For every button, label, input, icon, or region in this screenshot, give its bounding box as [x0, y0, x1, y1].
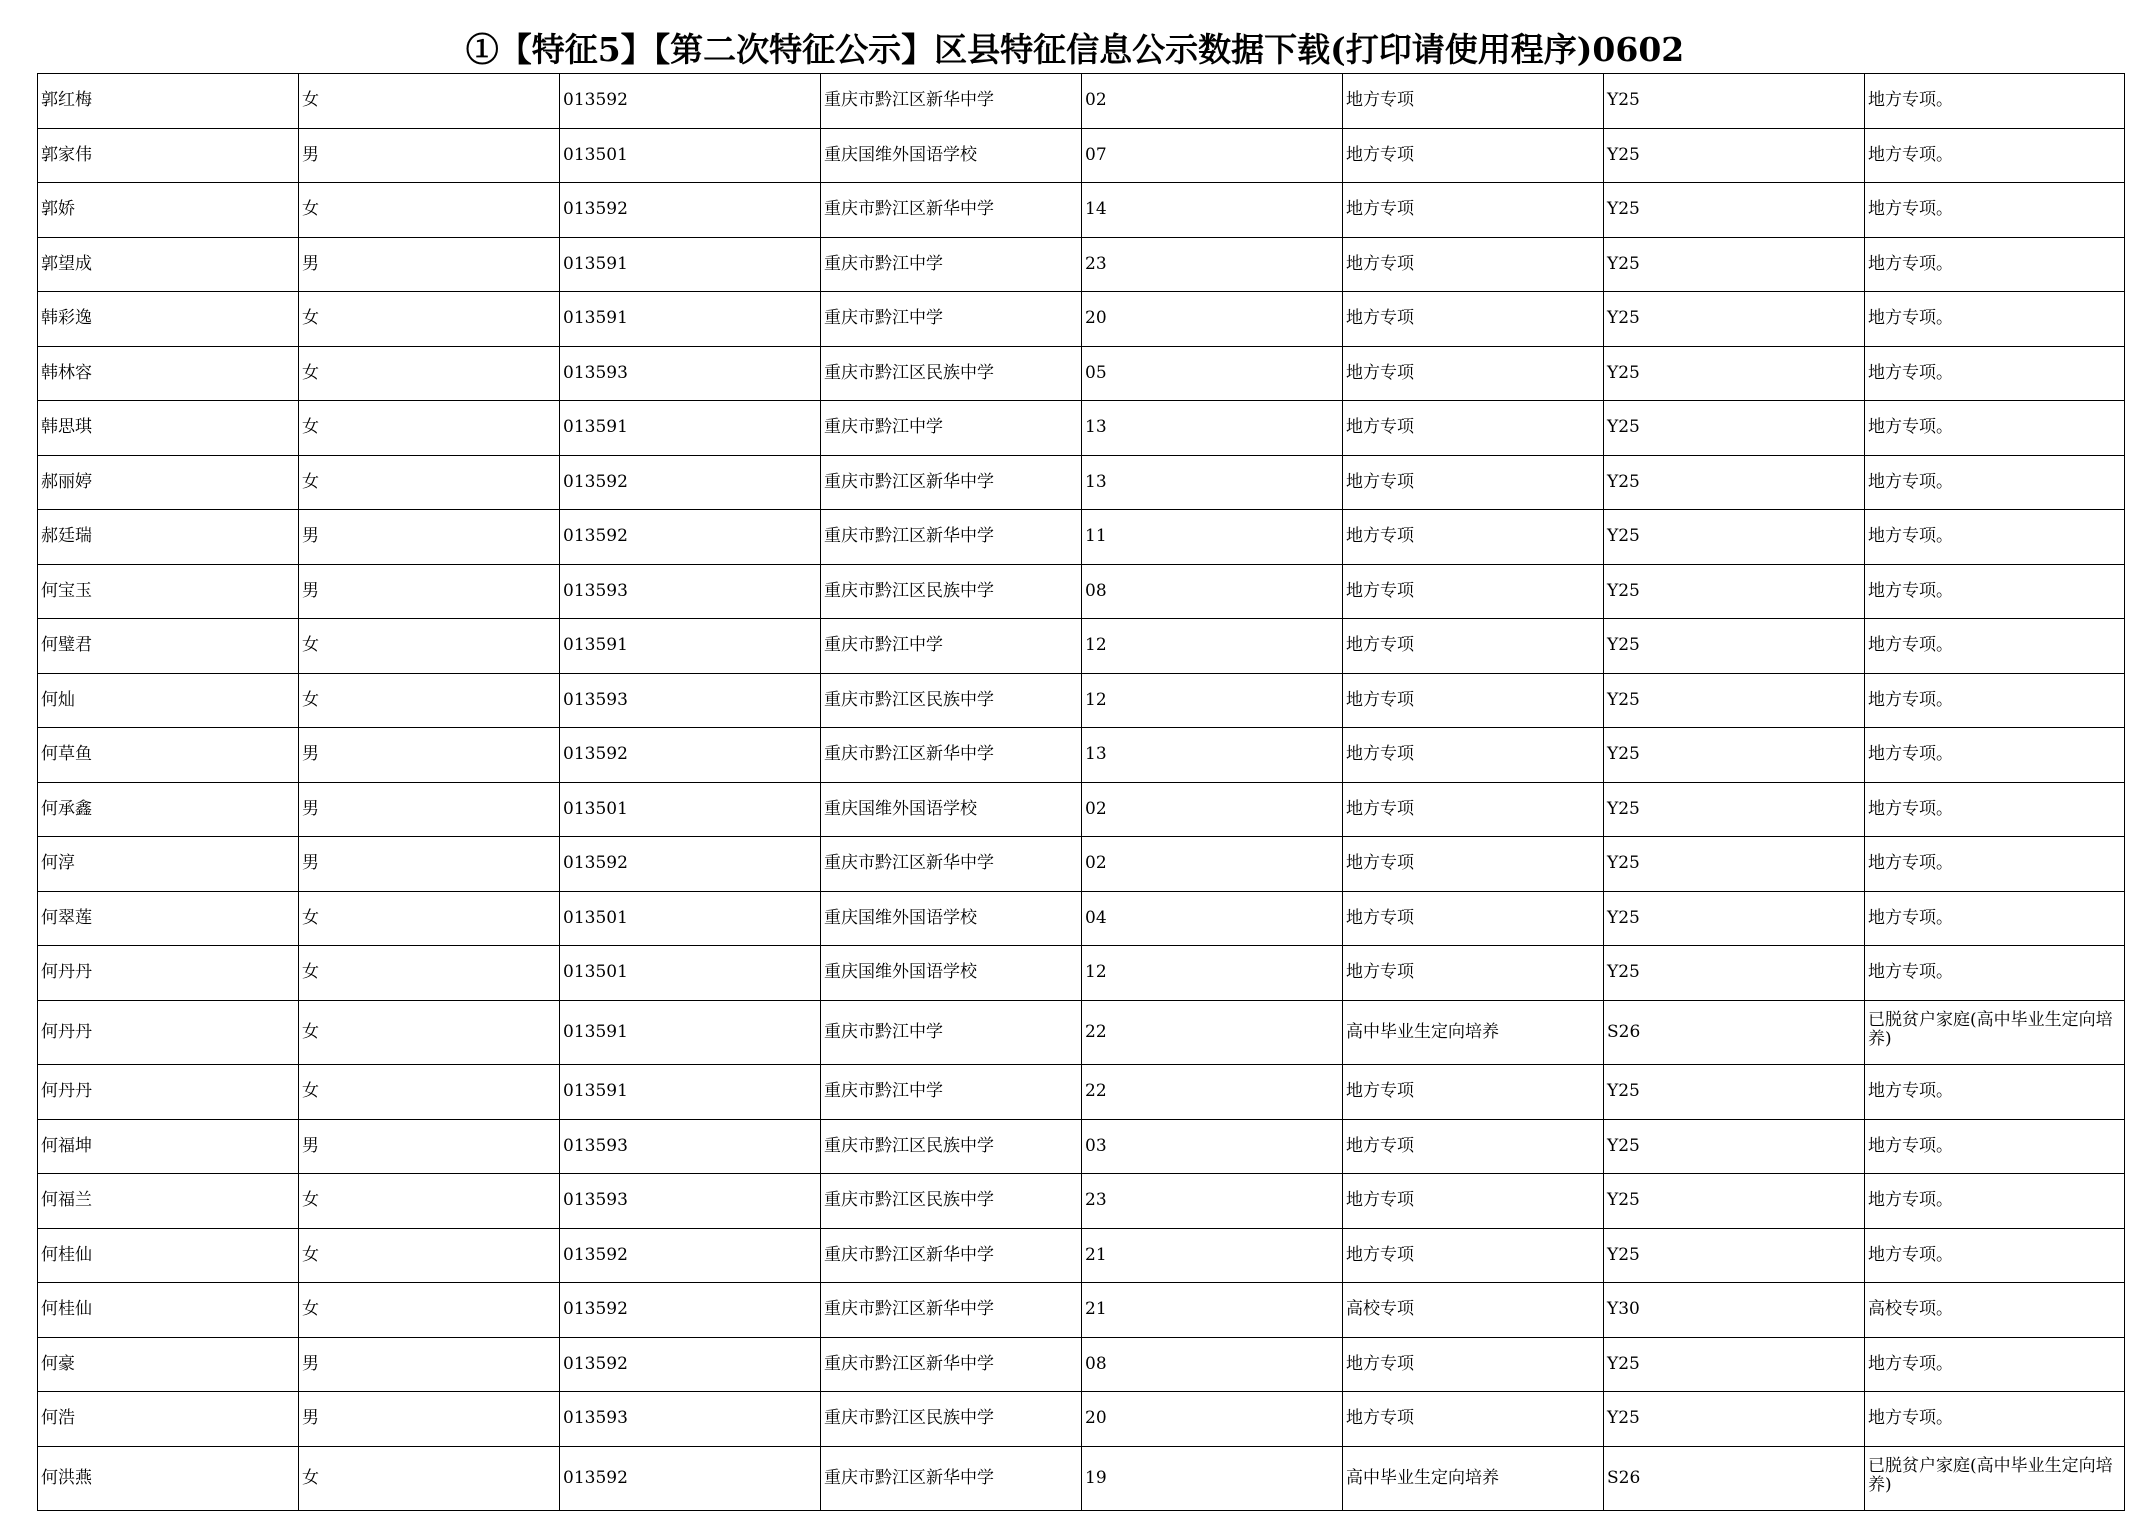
school-name-cell: 重庆市黔江中学: [821, 619, 1082, 674]
category-code-cell: S26: [1604, 1000, 1865, 1065]
name-cell: 韩思琪: [38, 401, 299, 456]
category-cell: 地方专项: [1343, 128, 1604, 183]
category-cell: 地方专项: [1343, 946, 1604, 1001]
school-code-cell: 013592: [560, 1228, 821, 1283]
class-cell: 13: [1082, 455, 1343, 510]
category-code-cell: Y25: [1604, 673, 1865, 728]
school-name-cell: 重庆市黔江区民族中学: [821, 1174, 1082, 1229]
gender-cell: 男: [299, 1337, 560, 1392]
name-cell: 何璧君: [38, 619, 299, 674]
school-code-cell: 013593: [560, 1119, 821, 1174]
school-name-cell: 重庆国维外国语学校: [821, 946, 1082, 1001]
gender-cell: 女: [299, 619, 560, 674]
remark-cell: 地方专项。: [1865, 564, 2125, 619]
category-cell: 高中毕业生定向培养: [1343, 1000, 1604, 1065]
table-row: [38, 74, 2125, 129]
table-row: [38, 782, 2125, 837]
gender-cell: 女: [299, 1174, 560, 1229]
remark-cell: 地方专项。: [1865, 837, 2125, 892]
school-name-cell: 重庆市黔江区新华中学: [821, 183, 1082, 238]
school-name-cell: 重庆市黔江区新华中学: [821, 74, 1082, 129]
remark-cell: 地方专项。: [1865, 1174, 2125, 1229]
name-cell: 郝丽婷: [38, 455, 299, 510]
gender-cell: 男: [299, 510, 560, 565]
category-code-cell: Y25: [1604, 237, 1865, 292]
class-cell: 14: [1082, 183, 1343, 238]
remark-cell: 地方专项。: [1865, 891, 2125, 946]
remark-cell: 地方专项。: [1865, 673, 2125, 728]
name-cell: 何桂仙: [38, 1228, 299, 1283]
class-cell: 02: [1082, 782, 1343, 837]
gender-cell: 女: [299, 455, 560, 510]
table-row: [38, 455, 2125, 510]
category-code-cell: Y25: [1604, 292, 1865, 347]
school-code-cell: 013501: [560, 128, 821, 183]
category-code-cell: Y25: [1604, 728, 1865, 783]
category-code-cell: Y25: [1604, 510, 1865, 565]
remark-cell: 地方专项。: [1865, 1065, 2125, 1120]
class-cell: 21: [1082, 1283, 1343, 1338]
table-row: [38, 1392, 2125, 1447]
school-name-cell: 重庆市黔江区新华中学: [821, 837, 1082, 892]
table-row: [38, 510, 2125, 565]
school-code-cell: 013593: [560, 564, 821, 619]
page-title: ①【特征5】【第二次特征公示】区县特征信息公示数据下载(打印请使用程序)0602: [465, 30, 1685, 69]
remark-cell: 地方专项。: [1865, 782, 2125, 837]
category-code-cell: Y25: [1604, 1065, 1865, 1120]
name-cell: 何翠莲: [38, 891, 299, 946]
school-name-cell: 重庆市黔江区新华中学: [821, 1446, 1082, 1511]
class-cell: 22: [1082, 1000, 1343, 1065]
class-cell: 21: [1082, 1228, 1343, 1283]
school-code-cell: 013591: [560, 401, 821, 456]
name-cell: 何草鱼: [38, 728, 299, 783]
category-cell: 高校专项: [1343, 1283, 1604, 1338]
school-code-cell: 013593: [560, 673, 821, 728]
gender-cell: 男: [299, 1119, 560, 1174]
category-cell: 地方专项: [1343, 1392, 1604, 1447]
gender-cell: 男: [299, 237, 560, 292]
table-row: [38, 128, 2125, 183]
name-cell: 何丹丹: [38, 1065, 299, 1120]
class-cell: 19: [1082, 1446, 1343, 1511]
category-cell: 高中毕业生定向培养: [1343, 1446, 1604, 1511]
school-code-cell: 013592: [560, 455, 821, 510]
category-code-cell: Y25: [1604, 1392, 1865, 1447]
remark-cell: 地方专项。: [1865, 1392, 2125, 1447]
class-cell: 05: [1082, 346, 1343, 401]
gender-cell: 女: [299, 673, 560, 728]
gender-cell: 男: [299, 782, 560, 837]
gender-cell: 女: [299, 1283, 560, 1338]
school-name-cell: 重庆市黔江区新华中学: [821, 510, 1082, 565]
school-name-cell: 重庆市黔江区新华中学: [821, 455, 1082, 510]
school-name-cell: 重庆市黔江中学: [821, 1065, 1082, 1120]
class-cell: 13: [1082, 728, 1343, 783]
category-code-cell: Y25: [1604, 128, 1865, 183]
remark-cell: 地方专项。: [1865, 74, 2125, 129]
class-cell: 12: [1082, 673, 1343, 728]
remark-cell: 已脱贫户家庭(高中毕业生定向培养): [1865, 1000, 2125, 1065]
gender-cell: 女: [299, 401, 560, 456]
school-code-cell: 013592: [560, 1446, 821, 1511]
category-code-cell: Y25: [1604, 455, 1865, 510]
school-code-cell: 013591: [560, 1000, 821, 1065]
school-code-cell: 013592: [560, 510, 821, 565]
remark-cell: 地方专项。: [1865, 292, 2125, 347]
school-name-cell: 重庆市黔江区新华中学: [821, 1337, 1082, 1392]
table-row: [38, 401, 2125, 456]
class-cell: 12: [1082, 619, 1343, 674]
name-cell: 何宝玉: [38, 564, 299, 619]
category-cell: 地方专项: [1343, 564, 1604, 619]
school-code-cell: 013501: [560, 946, 821, 1001]
remark-cell: 地方专项。: [1865, 183, 2125, 238]
table-row: [38, 237, 2125, 292]
name-cell: 郝廷瑞: [38, 510, 299, 565]
table-row: [38, 1174, 2125, 1229]
remark-cell: 地方专项。: [1865, 728, 2125, 783]
school-code-cell: 013592: [560, 1283, 821, 1338]
category-cell: 地方专项: [1343, 1228, 1604, 1283]
school-name-cell: 重庆市黔江中学: [821, 401, 1082, 456]
table-row: [38, 1283, 2125, 1338]
remark-cell: 地方专项。: [1865, 401, 2125, 456]
school-code-cell: 013592: [560, 837, 821, 892]
category-cell: 地方专项: [1343, 1065, 1604, 1120]
gender-cell: 女: [299, 1446, 560, 1511]
gender-cell: 女: [299, 74, 560, 129]
category-cell: 地方专项: [1343, 1337, 1604, 1392]
category-cell: 地方专项: [1343, 292, 1604, 347]
class-cell: 20: [1082, 292, 1343, 347]
school-code-cell: 013593: [560, 1174, 821, 1229]
category-cell: 地方专项: [1343, 837, 1604, 892]
data-table: [37, 73, 2125, 1511]
school-name-cell: 重庆市黔江中学: [821, 237, 1082, 292]
remark-cell: 地方专项。: [1865, 346, 2125, 401]
table-row: [38, 292, 2125, 347]
remark-cell: 地方专项。: [1865, 1337, 2125, 1392]
table-row: [38, 673, 2125, 728]
class-cell: 12: [1082, 946, 1343, 1001]
category-code-cell: Y25: [1604, 401, 1865, 456]
table-row: [38, 837, 2125, 892]
school-code-cell: 013592: [560, 183, 821, 238]
table-row: [38, 1000, 2125, 1065]
category-code-cell: Y25: [1604, 346, 1865, 401]
category-cell: 地方专项: [1343, 510, 1604, 565]
table-row: [38, 619, 2125, 674]
gender-cell: 女: [299, 891, 560, 946]
gender-cell: 女: [299, 1065, 560, 1120]
school-name-cell: 重庆市黔江区民族中学: [821, 1119, 1082, 1174]
school-code-cell: 013501: [560, 782, 821, 837]
class-cell: 08: [1082, 564, 1343, 619]
table-row: [38, 891, 2125, 946]
name-cell: 何浩: [38, 1392, 299, 1447]
table-row: [38, 564, 2125, 619]
category-code-cell: Y25: [1604, 619, 1865, 674]
gender-cell: 男: [299, 128, 560, 183]
gender-cell: 男: [299, 1392, 560, 1447]
table-row: [38, 946, 2125, 1001]
class-cell: 22: [1082, 1065, 1343, 1120]
category-cell: 地方专项: [1343, 891, 1604, 946]
name-cell: 何福兰: [38, 1174, 299, 1229]
category-cell: 地方专项: [1343, 74, 1604, 129]
name-cell: 何丹丹: [38, 1000, 299, 1065]
class-cell: 04: [1082, 891, 1343, 946]
school-name-cell: 重庆市黔江区民族中学: [821, 1392, 1082, 1447]
table-row: [38, 1337, 2125, 1392]
school-name-cell: 重庆国维外国语学校: [821, 782, 1082, 837]
name-cell: 何灿: [38, 673, 299, 728]
category-code-cell: Y25: [1604, 782, 1865, 837]
gender-cell: 男: [299, 564, 560, 619]
school-code-cell: 013593: [560, 1392, 821, 1447]
category-cell: 地方专项: [1343, 1174, 1604, 1229]
name-cell: 何承鑫: [38, 782, 299, 837]
remark-cell: 地方专项。: [1865, 237, 2125, 292]
class-cell: 20: [1082, 1392, 1343, 1447]
school-name-cell: 重庆市黔江区民族中学: [821, 673, 1082, 728]
category-code-cell: Y25: [1604, 183, 1865, 238]
category-cell: 地方专项: [1343, 346, 1604, 401]
school-code-cell: 013593: [560, 346, 821, 401]
category-code-cell: Y25: [1604, 1228, 1865, 1283]
class-cell: 08: [1082, 1337, 1343, 1392]
class-cell: 07: [1082, 128, 1343, 183]
remark-cell: 地方专项。: [1865, 946, 2125, 1001]
gender-cell: 女: [299, 183, 560, 238]
school-code-cell: 013592: [560, 728, 821, 783]
school-name-cell: 重庆国维外国语学校: [821, 891, 1082, 946]
category-code-cell: Y25: [1604, 1337, 1865, 1392]
remark-cell: 地方专项。: [1865, 510, 2125, 565]
school-name-cell: 重庆国维外国语学校: [821, 128, 1082, 183]
name-cell: 郭红梅: [38, 74, 299, 129]
name-cell: 何福坤: [38, 1119, 299, 1174]
school-name-cell: 重庆市黔江区民族中学: [821, 564, 1082, 619]
category-code-cell: S26: [1604, 1446, 1865, 1511]
gender-cell: 女: [299, 1228, 560, 1283]
table-row: [38, 1446, 2125, 1511]
school-name-cell: 重庆市黔江区民族中学: [821, 346, 1082, 401]
name-cell: 韩彩逸: [38, 292, 299, 347]
category-cell: 地方专项: [1343, 237, 1604, 292]
category-code-cell: Y25: [1604, 837, 1865, 892]
school-code-cell: 013591: [560, 1065, 821, 1120]
gender-cell: 男: [299, 837, 560, 892]
category-code-cell: Y25: [1604, 564, 1865, 619]
category-cell: 地方专项: [1343, 401, 1604, 456]
school-code-cell: 013501: [560, 891, 821, 946]
class-cell: 11: [1082, 510, 1343, 565]
class-cell: 23: [1082, 1174, 1343, 1229]
remark-cell: 已脱贫户家庭(高中毕业生定向培养): [1865, 1446, 2125, 1511]
name-cell: 郭家伟: [38, 128, 299, 183]
gender-cell: 女: [299, 1000, 560, 1065]
school-name-cell: 重庆市黔江区新华中学: [821, 1283, 1082, 1338]
name-cell: 何丹丹: [38, 946, 299, 1001]
school-name-cell: 重庆市黔江区新华中学: [821, 728, 1082, 783]
name-cell: 何豪: [38, 1337, 299, 1392]
category-code-cell: Y25: [1604, 946, 1865, 1001]
class-cell: 02: [1082, 837, 1343, 892]
table-row: [38, 183, 2125, 238]
category-code-cell: Y25: [1604, 1119, 1865, 1174]
category-cell: 地方专项: [1343, 673, 1604, 728]
remark-cell: 地方专项。: [1865, 1119, 2125, 1174]
table-row: [38, 1119, 2125, 1174]
school-code-cell: 013591: [560, 237, 821, 292]
name-cell: 郭望成: [38, 237, 299, 292]
name-cell: 郭娇: [38, 183, 299, 238]
table-row: [38, 1228, 2125, 1283]
table-row: [38, 728, 2125, 783]
category-cell: 地方专项: [1343, 183, 1604, 238]
category-code-cell: Y25: [1604, 891, 1865, 946]
table-body: [38, 74, 2125, 1511]
school-code-cell: 013592: [560, 1337, 821, 1392]
school-name-cell: 重庆市黔江中学: [821, 1000, 1082, 1065]
class-cell: 23: [1082, 237, 1343, 292]
category-code-cell: Y25: [1604, 1174, 1865, 1229]
gender-cell: 女: [299, 346, 560, 401]
category-code-cell: Y25: [1604, 74, 1865, 129]
school-name-cell: 重庆市黔江区新华中学: [821, 1228, 1082, 1283]
remark-cell: 地方专项。: [1865, 128, 2125, 183]
remark-cell: 地方专项。: [1865, 619, 2125, 674]
category-cell: 地方专项: [1343, 782, 1604, 837]
school-code-cell: 013592: [560, 74, 821, 129]
class-cell: 02: [1082, 74, 1343, 129]
name-cell: 韩林容: [38, 346, 299, 401]
category-code-cell: Y30: [1604, 1283, 1865, 1338]
class-cell: 03: [1082, 1119, 1343, 1174]
category-cell: 地方专项: [1343, 728, 1604, 783]
class-cell: 13: [1082, 401, 1343, 456]
category-cell: 地方专项: [1343, 619, 1604, 674]
table-row: [38, 1065, 2125, 1120]
gender-cell: 男: [299, 728, 560, 783]
gender-cell: 女: [299, 292, 560, 347]
school-code-cell: 013591: [560, 292, 821, 347]
remark-cell: 高校专项。: [1865, 1283, 2125, 1338]
category-cell: 地方专项: [1343, 455, 1604, 510]
remark-cell: 地方专项。: [1865, 455, 2125, 510]
remark-cell: 地方专项。: [1865, 1228, 2125, 1283]
table-row: [38, 346, 2125, 401]
gender-cell: 女: [299, 946, 560, 1001]
school-code-cell: 013591: [560, 619, 821, 674]
name-cell: 何淳: [38, 837, 299, 892]
name-cell: 何桂仙: [38, 1283, 299, 1338]
name-cell: 何洪燕: [38, 1446, 299, 1511]
category-cell: 地方专项: [1343, 1119, 1604, 1174]
school-name-cell: 重庆市黔江中学: [821, 292, 1082, 347]
